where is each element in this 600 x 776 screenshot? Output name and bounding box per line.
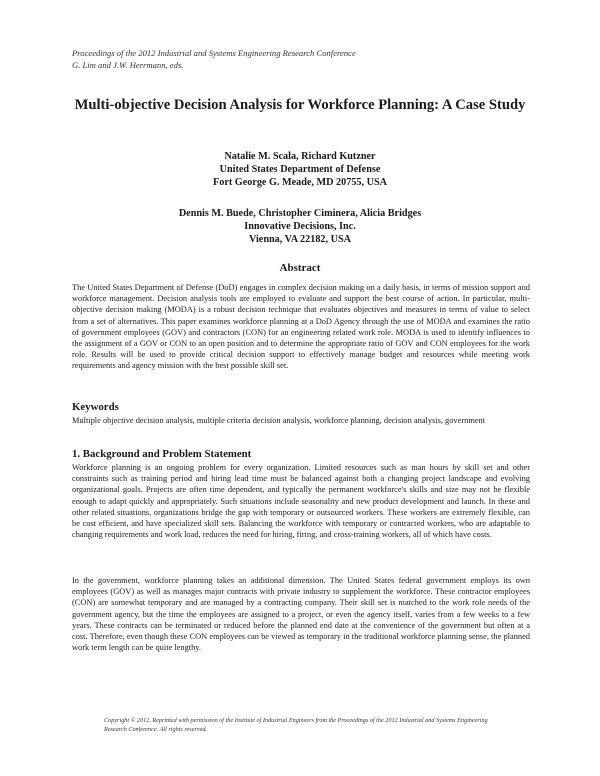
author-organization: Innovative Decisions, Inc.	[244, 221, 356, 232]
body-paragraph: Workforce planning is an ongoing problem for every organization. Limited resources such as man hours by skill set and other constraints such as training period and hiring lead time must be balanced against both a changing project landscape and evolving organizational goals. Projects are often time dependent, and typically the permanent workforce's skills and size may not be flexible enough to adapt quickly and appropriately. Such situations include seasonality and new product development and launch. In these and other related situations, organizations bridge the gap with temporary or outsourced workers. These workers are extremely flexible, can be cost efficient, and have specialized skill sets. Balancing the workforce with temporary or contracted workers, who are adaptable to changing requirements and work load, reduces the need for hiring, firing, and cross-training workers, all of which have costs.	[72, 463, 530, 540]
abstract-heading: Abstract	[279, 262, 321, 274]
proceedings-line: Proceedings of the 2012 Industrial and Systems Engineering Research Conference	[72, 48, 356, 58]
author-names: Natalie M. Scala, Richard Kutzner	[224, 151, 376, 162]
abstract-text: The United States Department of Defense (DoD) engages in complex decision making on a daily basis, in terms of mission support and workforce management. Decision analysis tools are employed to evaluate and support the best course of action. In particular, multi-objective decision making (MODA) is a robust decision technique that evaluates objectives and measures in terms of value to select from a set of alternatives. This paper examines workforce planning at a DoD Agency through the use of MODA and examines the ratio of government employees (GOV) and contractors (CON) for an engineering related work role. MODA is used to identify influences to the assignment of a GOV or CON to an open position and to determine the appropriate ratio of GOV and CON employees for the work role. Results will be used to provide critical decision support to effectively manage budget and resources while meeting work requirements and agency mission with the best possible skill set.	[72, 283, 530, 371]
editors-line: G. Lim and J.W. Herrmann, eds.	[72, 60, 184, 70]
author-block-innovative-decisions	[70, 207, 530, 246]
proceedings-header	[72, 47, 532, 71]
author-location: Fort George G. Meade, MD 20755, USA	[213, 177, 387, 188]
paper-title: Multi-objective Decision Analysis for Workforce Planning: A Case Study	[74, 97, 526, 113]
author-organization: United States Department of Defense	[219, 164, 381, 175]
section-heading: 1. Background and Problem Statement	[72, 448, 252, 460]
keywords-text: Multiple objective decision analysis, multiple criteria decision analysis, workforce planning, decision analysis, government	[72, 416, 486, 425]
body-paragraph: In the government, workforce planning takes an additional dimension. The United States federal government employs its own employees (GOV) as well as manages major contracts with private industry to supplement the workforce. These contractor employees (CON) are somewhat temporary and are managed by a contracting company. Their skill set is matched to the work role needs of the government agency, but the time the employees are assigned to a project, or even the agency itself, varies from a few weeks to a few years. These contracts can be terminated or reduced before the planned end date at the convenience of the government but often at a cost. Therefore, even though these CON employees can be viewed as temporary in the traditional workforce planning sense, the planned work term length can be quite lengthy.	[72, 576, 530, 653]
copyright-footer: Copyright © 2012. Reprinted with permission of the Institute of Industrial Engineers from the Proceedings of the 2012 Industrial and Systems Engineering Research Conference. All rights reserved.	[104, 717, 488, 733]
author-block-dod	[70, 150, 530, 189]
author-location: Vienna, VA 22182, USA	[249, 234, 351, 245]
keywords-heading: Keywords	[72, 401, 119, 413]
author-names: Dennis M. Buede, Christopher Ciminera, Alicia Bridges	[178, 208, 422, 219]
